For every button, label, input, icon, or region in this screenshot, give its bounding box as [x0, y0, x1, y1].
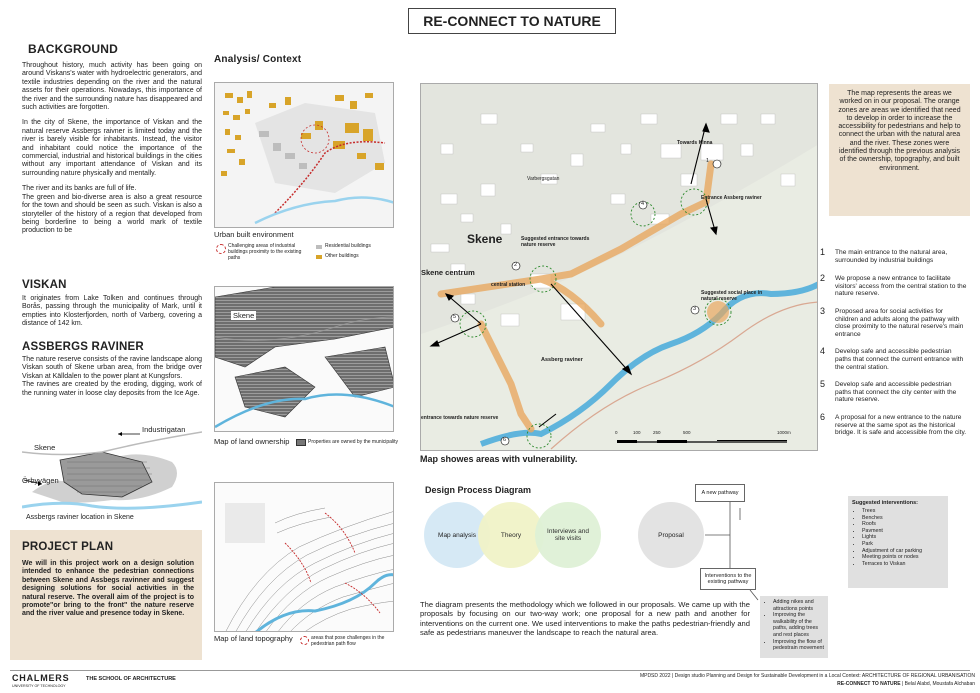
analysis-heading: Analysis/ Context [214, 54, 302, 65]
legend-other-swatch [316, 255, 322, 259]
map-label-suggested-entrance: Suggested entrance towards nature reserve [521, 236, 590, 248]
scale-100: 100 [633, 430, 641, 435]
num-4: 4 [641, 201, 645, 207]
diagram-description: The diagram presents the methodology which we followed in our proposals. We came up with the proposals by focusing on our two-way work; one proposal for a new path and another for interventions on the current one. We used interventions to make the paths pedestrian-friendly and safe as pedestrians maneuver the landscape to reach the natural area. [420, 600, 750, 638]
numbered-item-number: 2 [820, 273, 826, 284]
description-text: The map represents the areas we worked on in our proposal. The orange zones are areas we identified that need to develop in order to increase the accessibility for pedestrians and help to connect the urban with the natural area and the river. These zones were identified through the previous analysis of the ownership, topography, and built environment. [838, 90, 961, 172]
school-name: THE SCHOOL OF ARCHITECTURE [86, 676, 176, 682]
numbered-item-text: A proposal for a new entrance to the nature reserve at the same spot as the historical bridge. It is safe and accessible from the city. [835, 413, 967, 437]
footer-authors: | Belal Alabd, Moustafa Alchaban [901, 681, 975, 687]
suggested-item: • Lights [862, 534, 944, 541]
legend-residential: Residential buildings [325, 243, 371, 249]
footer-project-line [620, 681, 975, 687]
topography-map [214, 482, 394, 632]
existing-item: • Improving the walkability of the paths, adding trees and rest places [773, 612, 825, 638]
scale-0: 0 [615, 430, 618, 435]
project-plan-heading: PROJECT PLAN [22, 541, 114, 553]
footer-divider [10, 670, 970, 671]
topography-legend: areas that pose challenges in the pedestrian path flow [311, 635, 385, 647]
map-label-suggested-social: Suggested social place in natural reserve [701, 290, 763, 302]
assbergs-p1: The nature reserve consists of the ravine landscape along Viskan south of Skene urban area, from the bridge over Viskan at Källdalen to the power plant at Kungsfors. [22, 356, 202, 380]
suggested-item: • Park [862, 541, 944, 548]
project-plan-text: We will in this project work on a design solution intended to enhance the pedestrian connections between Skene and Assbegs ravinner and suggest designing solutions for social activities in the natural reserve. The overall aim of the project is to promote"or bring to the front" the nature reserve and the river value and presence today in Skene. [22, 560, 194, 618]
urban-map [214, 82, 394, 228]
existing-list [763, 599, 825, 652]
map-label-skene-centrum: Skene centrum [421, 268, 475, 277]
numbered-item-text: Develop safe and accessible pedestrian paths that connect the city center with the nature reserve. [835, 381, 957, 404]
ownership-legend: Properties are owned by the municipality [308, 439, 399, 445]
chalmers-sub: UNIVERSITY OF TECHNOLOGY [12, 684, 66, 688]
numbered-item-text: The main entrance to the natural area, surrounded by industrial buildings [835, 249, 948, 264]
numbered-item [820, 348, 968, 371]
diagram-interventions: Interventions to the existing pathway [700, 568, 756, 590]
numbered-item-text: We propose a new entrance to facilitate visitors' access from the central station to the nature reserve. [835, 275, 967, 298]
label-skene: Skene [34, 443, 56, 452]
legend-other: Other buildings [325, 253, 359, 259]
location-map-graphic [22, 422, 202, 514]
existing-interventions-box [760, 596, 828, 658]
footer-course: MPDSD 2022 | Design studio Planning and Design for Sustainable Development in a Local Context: ARCHITECTURE OF REGIONAL URBANISATION [639, 673, 975, 679]
scale-500: 500 [683, 430, 691, 435]
suggested-item: • Benches [862, 515, 944, 522]
legend-challenging: Challenging areas of industrial buildings proximity to the existing paths [228, 243, 302, 261]
suggested-item: • Terraces to Viskan [862, 561, 944, 568]
viskan-text: It originates from Lake Tolken and continues through Borås, passing through the municipality of Mark, until it empties into Klosterfjorden, north of Varberg, covering a distance of 142 km. [22, 295, 202, 328]
urban-map-graphic [215, 83, 394, 228]
suggested-item: • Roofs [862, 521, 944, 528]
background-heading: BACKGROUND [28, 42, 118, 56]
num-3: 3 [693, 306, 697, 312]
ownership-map-graphic [215, 287, 394, 432]
numbered-item-number: 6 [820, 411, 826, 422]
main-map-caption: Map showes areas with vulnerability. [420, 454, 578, 464]
diagram-circle-proposal: Proposal [638, 502, 704, 568]
diagram-circle-map-analysis: Map analysis [424, 502, 490, 568]
ownership-map [214, 286, 394, 432]
numbered-item-number: 5 [820, 379, 826, 390]
legend-dashed-circle [216, 244, 226, 254]
numbered-item [820, 305, 968, 338]
topography-map-graphic [215, 483, 394, 632]
map-label-towards-kinna: Towards Kinna [677, 140, 713, 146]
topography-map-caption: Map of land topography [214, 634, 293, 643]
diagram-heading: Design Process Diagram [425, 485, 532, 495]
background-text [22, 62, 202, 236]
background-p3: The river and its banks are full of life. [22, 185, 137, 193]
assbergs-text [22, 356, 202, 398]
map-label-central-station: central station [491, 282, 526, 288]
chalmers-logo: CHALMERS [12, 673, 70, 683]
footer-project: RE-CONNECT TO NATURE [837, 681, 901, 687]
background-p1: Throughout history, much activity has been going on around Viskans's water with hydroelectric generators, and textile industries depending on the river and the natural assets for their operations. Nowadays, this importance of the river and the surrounding nature has disappeared and such activities are forgotten. [22, 62, 202, 112]
numbered-item-number: 1 [820, 247, 826, 257]
diagram-new-pathway: A new pathway [695, 484, 745, 502]
map-label-entrance-towards: entrance towards nature reserve [421, 415, 499, 421]
urban-map-caption: Urban built environment [214, 230, 294, 239]
numbered-list [820, 249, 968, 437]
num-6: 6 [503, 437, 507, 443]
suggested-heading: Suggested interventions: [852, 500, 919, 506]
background-p4: The green and bio-diverse area is also a great resource for the town and should be seen as such. Viskan is also a storyteller of the history of a region that developed from being borderline to being a world mark of textile production to be [22, 193, 202, 235]
suggested-list [852, 508, 944, 567]
num-2: 2 [514, 262, 518, 268]
topography-legend-swatch [300, 636, 309, 645]
ownership-map-caption: Map of land ownership [214, 437, 290, 446]
scale-250: 250 [653, 430, 661, 435]
numbered-item-text: Proposed area for social activities for children and adults along the pathway with close proximity to the natural reserve's main entrance [835, 307, 964, 338]
suggested-interventions-box [848, 496, 948, 588]
background-p2: In the city of Skene, the importance of Viskan and the natural reserve Assbergs raivner is limited today and the river is barely visible for inhabitants. Instead, the visitor and inhabitant could notice the importance of the commercial, industrial and historical buildings in the cities without any important attendance of Viskan and its surrounding nature physically and mentally. [22, 119, 202, 177]
label-industrigatan: Industrigatan [142, 425, 186, 434]
map-label-assberg-raviner: Assberg raviner [541, 357, 583, 363]
ownership-map-skene-label: Skene [233, 311, 255, 320]
main-map [420, 83, 818, 451]
process-diagram [420, 480, 975, 610]
legend-residential-swatch [316, 245, 322, 249]
map-label-varbergsgatan: Varbergsgatan [527, 176, 560, 182]
urban-map-legend [214, 242, 394, 268]
numbered-item [820, 275, 968, 298]
numbered-item [820, 411, 968, 437]
suggested-item: • Meeting points or nodes [862, 554, 944, 561]
suggested-item: • Trees [862, 508, 944, 515]
project-plan-box [10, 530, 202, 660]
label-orbyvagen: Örbyvägen [22, 476, 59, 485]
assbergs-p2: The ravines are created by the eroding, digging, work of the running water in loose clay deposits from the Ice Age. [22, 381, 202, 397]
existing-item: • Improving the flow of pedestrain movement [773, 639, 825, 652]
ownership-legend-swatch [296, 439, 306, 446]
assbergs-heading: ASSBERGS RAVINER [22, 341, 144, 353]
diagram-circle-theory: Theory [478, 502, 544, 568]
location-map-caption: Assbergs raviner location in Skene [26, 514, 134, 521]
suggested-item: • Adjustment of car parking [862, 548, 944, 555]
numbered-item [820, 249, 968, 264]
num-5: 5 [453, 314, 457, 320]
numbered-item-number: 3 [820, 305, 826, 316]
numbered-item [820, 381, 968, 404]
num-1: 1 [706, 158, 710, 164]
map-label-skene: Skene [467, 232, 503, 246]
map-label-entrance-assberg: Entrance Assberg raviner [701, 195, 762, 201]
diagram-circle-interviews: Interviews and site visits [535, 502, 601, 568]
suggested-item: • Pavment [862, 528, 944, 535]
existing-item: • Adding nikes and attractions points [773, 599, 825, 612]
numbered-item-number: 4 [820, 346, 826, 357]
description-box [829, 84, 970, 216]
viskan-heading: VISKAN [22, 279, 67, 291]
main-map-graphic [421, 84, 818, 451]
scale-1000: 1000m [777, 430, 791, 435]
numbered-item-text: Develop safe and accessible pedestrian paths that connect the current entrance with the central station. [835, 348, 964, 371]
location-map [22, 422, 202, 521]
page-title: RE-CONNECT TO NATURE [408, 8, 616, 34]
